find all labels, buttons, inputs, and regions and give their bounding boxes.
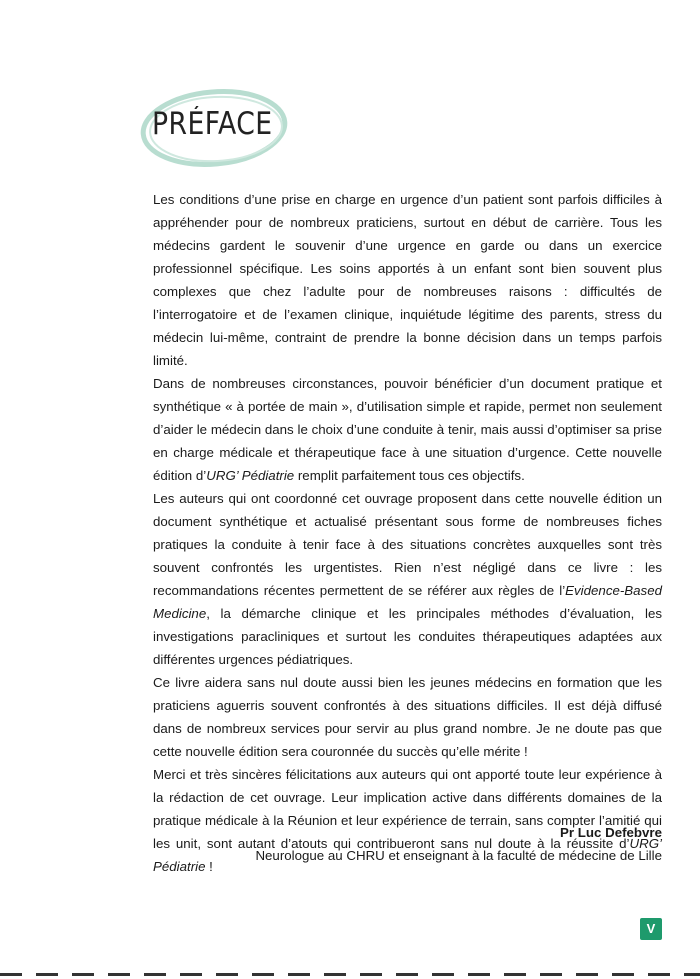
paragraph — [153, 487, 662, 671]
text-segment: ! — [205, 859, 213, 874]
italic-text: Evidence-Based Medicine — [153, 583, 662, 621]
text-segment: remplit parfaitement tous ces objectifs. — [294, 468, 525, 483]
paragraph — [153, 671, 662, 763]
signature-name: Pr Luc Defebvre — [560, 825, 662, 840]
italic-text: URG’ Pédiatrie — [206, 468, 295, 483]
paragraph — [153, 372, 662, 487]
page-title: PRÉFACE — [152, 106, 273, 142]
text-segment: Merci et très sincères félicitations aux auteurs qui ont apporté toute leur expérience à la rédaction de cet ouvrage. Leur implication active dans différents domaines de la pratique médicale à la Réunion et leur expérience de terrain, sans compter l’amitié qui les unit, sont autant d’atouts qui contribueront sans nul doute à la réussite d’ — [153, 767, 662, 851]
title-block — [138, 86, 290, 170]
page-number-badge: V — [640, 918, 662, 940]
text-segment: Les conditions d’une prise en charge en urgence d’un patient sont parfois difficiles à appréhender pour de nombreux praticiens, surtout en début de carrière. Tous les médecins gardent le souvenir d’une urgence en garde ou dans un exercice professionnel spécifique. Les soins apportés à un enfant sont bien souvent plus complexes que chez l’adulte pour de nombreuses raisons : difficultés de l’interrogatoire et de l’examen clinique, inquiétude légitime des parents, stress du médecin lui-même, contraint de prendre la bonne décision dans un temps parfois limité. — [153, 192, 662, 368]
text-segment: Les auteurs qui ont coordonné cet ouvrage proposent dans cette nouvelle édition un document synthétique et actualisé présentant sous forme de nombreuses fiches pratiques la conduite à tenir face à des situations concrètes auxquelles sont très souvent confrontés les urgentistes. Rien n’est négligé dans ce livre : les recommandations récentes permettent de se référer aux règles de l’ — [153, 491, 662, 598]
bottom-dashed-divider — [0, 973, 700, 976]
preface-body — [153, 188, 662, 878]
paragraph — [153, 188, 662, 372]
text-segment: Ce livre aidera sans nul doute aussi bien les jeunes médecins en formation que les praticiens aguerris souvent confrontés à des situations difficiles. Il est déjà diffusé dans de nombreux services pour servir au plus grand nombre. Je ne doute pas que cette nouvelle édition sera couronnée du succès qu’elle mérite ! — [153, 675, 662, 759]
signature-block — [255, 821, 662, 867]
text-segment: , la démarche clinique et les principales méthodes d’évaluation, les investigations paracliniques et surtout les conduites thérapeutiques adaptées aux différentes urgences pédiatriques. — [153, 606, 662, 667]
text-segment: Dans de nombreuses circonstances, pouvoir bénéficier d’un document pratique et synthétique « à portée de main », d’utilisation simple et rapide, permet non seulement d’aider le médecin dans le choix d’une conduite à tenir, mais aussi d’optimiser sa prise en charge médicale et thérapeutique face à une situation d’urgence. Cette nouvelle édition d’ — [153, 376, 662, 483]
italic-text: URG’ Pédiatrie — [153, 836, 662, 874]
signature-role: Neurologue au CHRU et enseignant à la faculté de médecine de Lille — [255, 848, 662, 863]
